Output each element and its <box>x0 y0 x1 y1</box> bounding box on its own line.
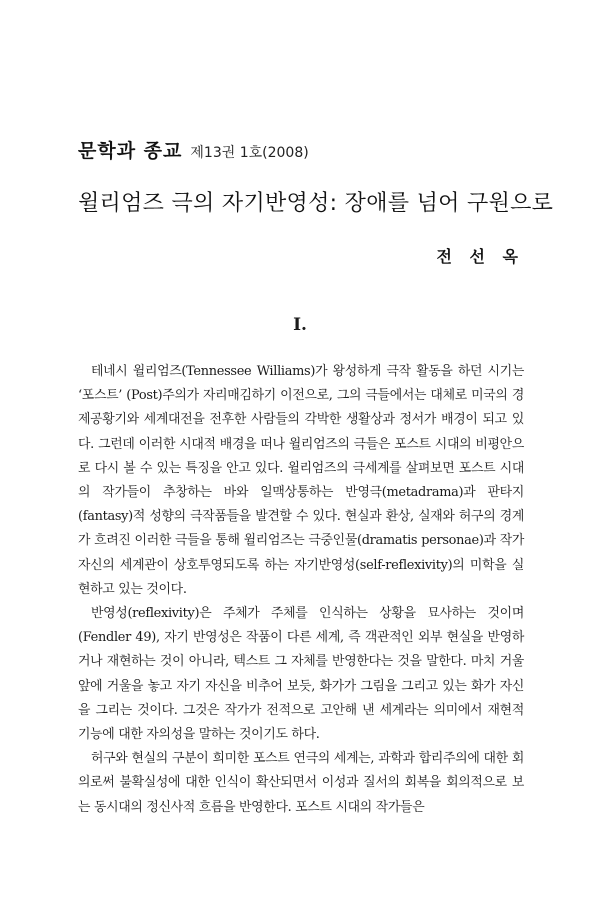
journal-logo: 문학과 종교 <box>78 140 183 162</box>
journal-header <box>78 136 309 163</box>
section-heading: I. <box>293 315 307 335</box>
article-body <box>78 360 524 820</box>
paragraph: 허구와 현실의 구분이 희미한 포스트 연극의 세계는, 과학과 합리주의에 대한 회의로써 불확실성에 대한 인식이 확산되면서 이성과 질서의 회복을 회의적으로 보는 동시대의 정신사적 흐름을 반영한다. 포스트 시대의 작가들은 <box>78 751 524 815</box>
article-title: 윌리엄즈 극의 자기반영성: 장애를 넘어 구원으로 <box>78 191 554 216</box>
paragraph: 반영성(reflexivity)은 주체가 주체를 인식하는 상황을 묘사하는 것이며 (Fendler 49), 자기 반영성은 작품이 다른 세계, 즉 객관적인 외부 현실을 반영하거나 재현하는 것이 아니라, 텍스트 그 자체를 반영한다는 것을 말한다. 마치 거울 앞에 거울을 놓고 자기 자신을 비추어 보듯, 화가가 그림을 그리고 있는 화가 자신을 그리는 것이다. 그것은 작가가 전적으로 고안해 낸 세계라는 의미에서 재현적 기능에 대한 자의성을 말하는 것이기도 하다. <box>78 606 524 743</box>
paragraph: 테네시 윌리엄즈(Tennessee Williams)가 왕성하게 극작 활동을 하던 시기는 ‘포스트’ (Post)주의가 자리매김하기 이전으로, 그의 극들에서는 대체로 미국의 경제공황기와 세계대전을 전후한 사람들의 각박한 생활상과 정서가 배경이 되고 있다. 그런데 이러한 시대적 배경을 떠나 윌리엄즈의 극들은 포스트 시대의 비평안으로 다시 볼 수 있는 특징을 안고 있다. 윌리엄즈의 극세계를 살펴보면 포스트 시대의 작가들이 추창하는 바와 일맥상통하는 반영극(metadrama)과 판타지(fantasy)적 성향의 극작품들을 발견할 수 있다. 현실과 환상, 실재와 허구의 경계가 흐려진 이러한 극들을 통해 윌리엄즈는 극중인물(dramatis personae)과 작가 자신의 세계관이 상호투영되도록 하는 자기반영성(self-reflexivity)의 미학을 실현하고 있는 것이다. <box>78 364 524 597</box>
journal-issue: 제13권 1호(2008) <box>190 145 309 161</box>
article-author: 전 선 옥 <box>436 247 524 266</box>
